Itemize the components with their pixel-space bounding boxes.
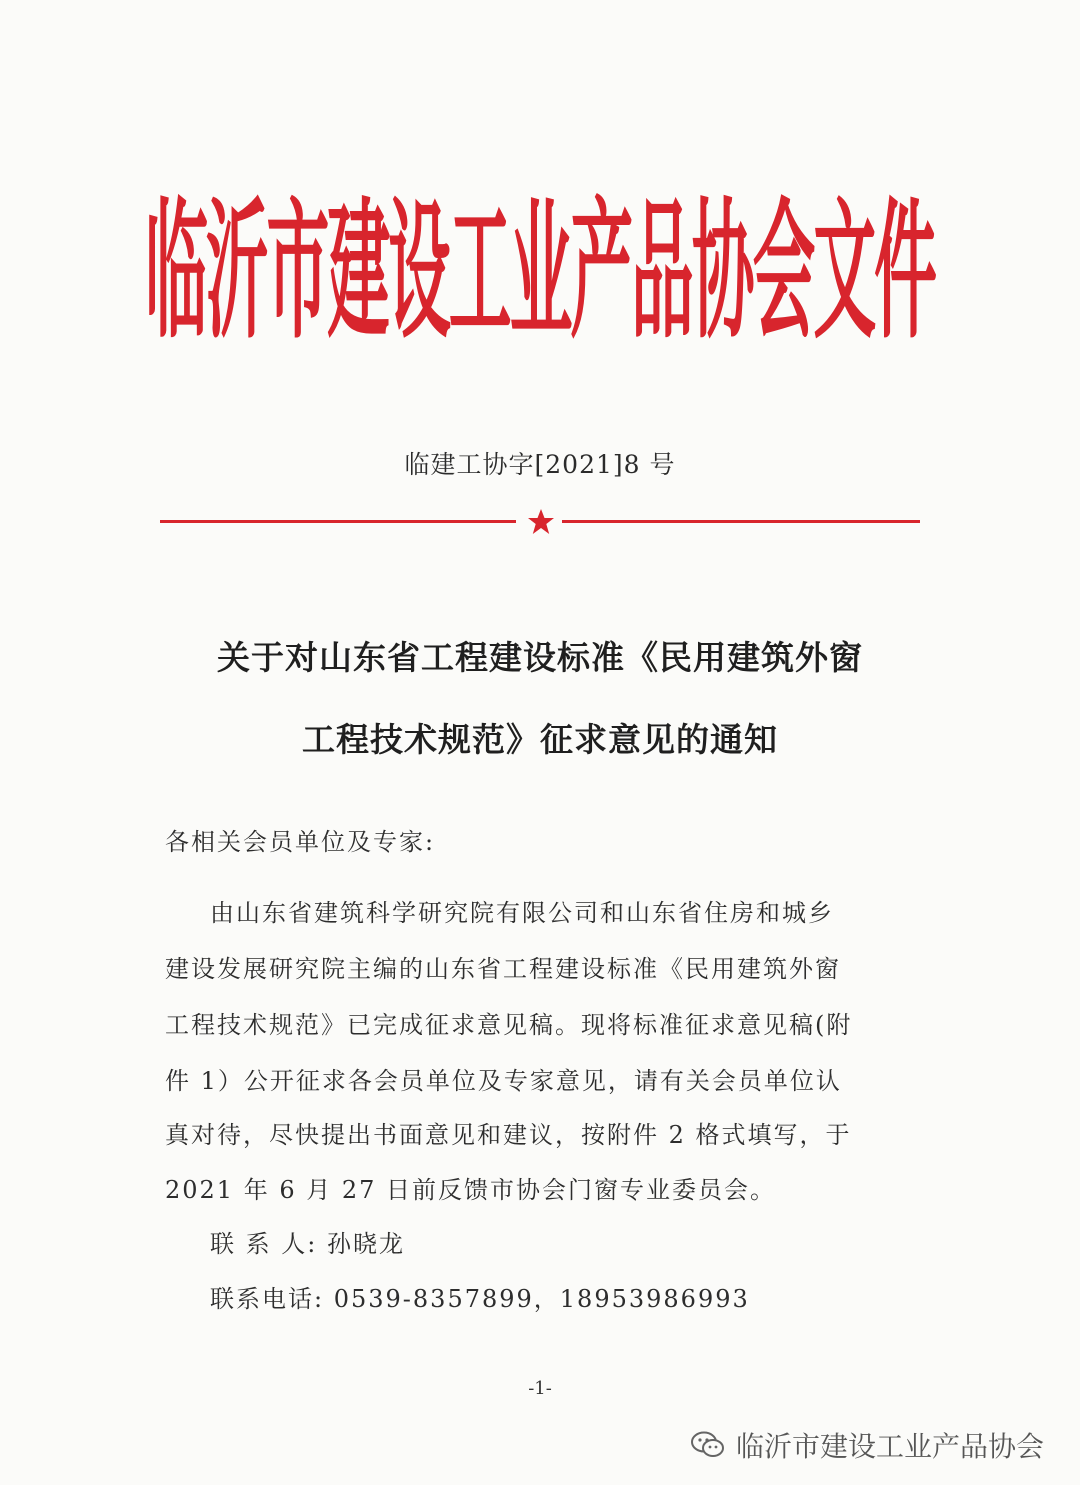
masthead (145, 165, 935, 362)
document-number: 临建工协字[2021]8 号 (404, 450, 676, 479)
contact-phone: 联系电话: 0539-8357899，18953986993 (210, 1285, 750, 1313)
star-icon (526, 507, 556, 537)
body-line: 真对待，尽快提出书面意见和建议，按附件 2 格式填写，于 (165, 1121, 852, 1149)
watermark-text: 临沂市建设工业产品协会 (735, 1430, 1044, 1463)
contact-person: 联 系 人: 孙晓龙 (210, 1230, 405, 1258)
body-line: 件 1）公开征求各会员单位及专家意见，请有关会员单位认 (165, 1067, 842, 1095)
notice-title-line-2: 工程技术规范》征求意见的通知 (302, 720, 778, 759)
wechat-icon (690, 1430, 726, 1460)
red-divider (160, 512, 920, 542)
body-line: 建设发展研究院主编的山东省工程建设标准《民用建筑外窗 (165, 955, 841, 983)
divider-line-left (160, 520, 516, 523)
notice-title-line-1: 关于对山东省工程建设标准《民用建筑外窗 (217, 638, 863, 677)
body-line: 由山东省建筑科学研究院有限公司和山东省住房和城乡 (210, 899, 834, 927)
salutation: 各相关会员单位及专家: (165, 828, 436, 856)
body-line: 2021 年 6 月 27 日前反馈市协会门窗专业委员会。 (165, 1176, 777, 1204)
wechat-watermark (690, 1425, 1044, 1465)
divider-line-right (562, 520, 920, 523)
body-line: 工程技术规范》已完成征求意见稿。现将标准征求意见稿(附 (165, 1011, 853, 1039)
masthead-title: 临沂市建设工业产品协会文件 (145, 187, 935, 362)
page-number: -1- (528, 1378, 552, 1399)
